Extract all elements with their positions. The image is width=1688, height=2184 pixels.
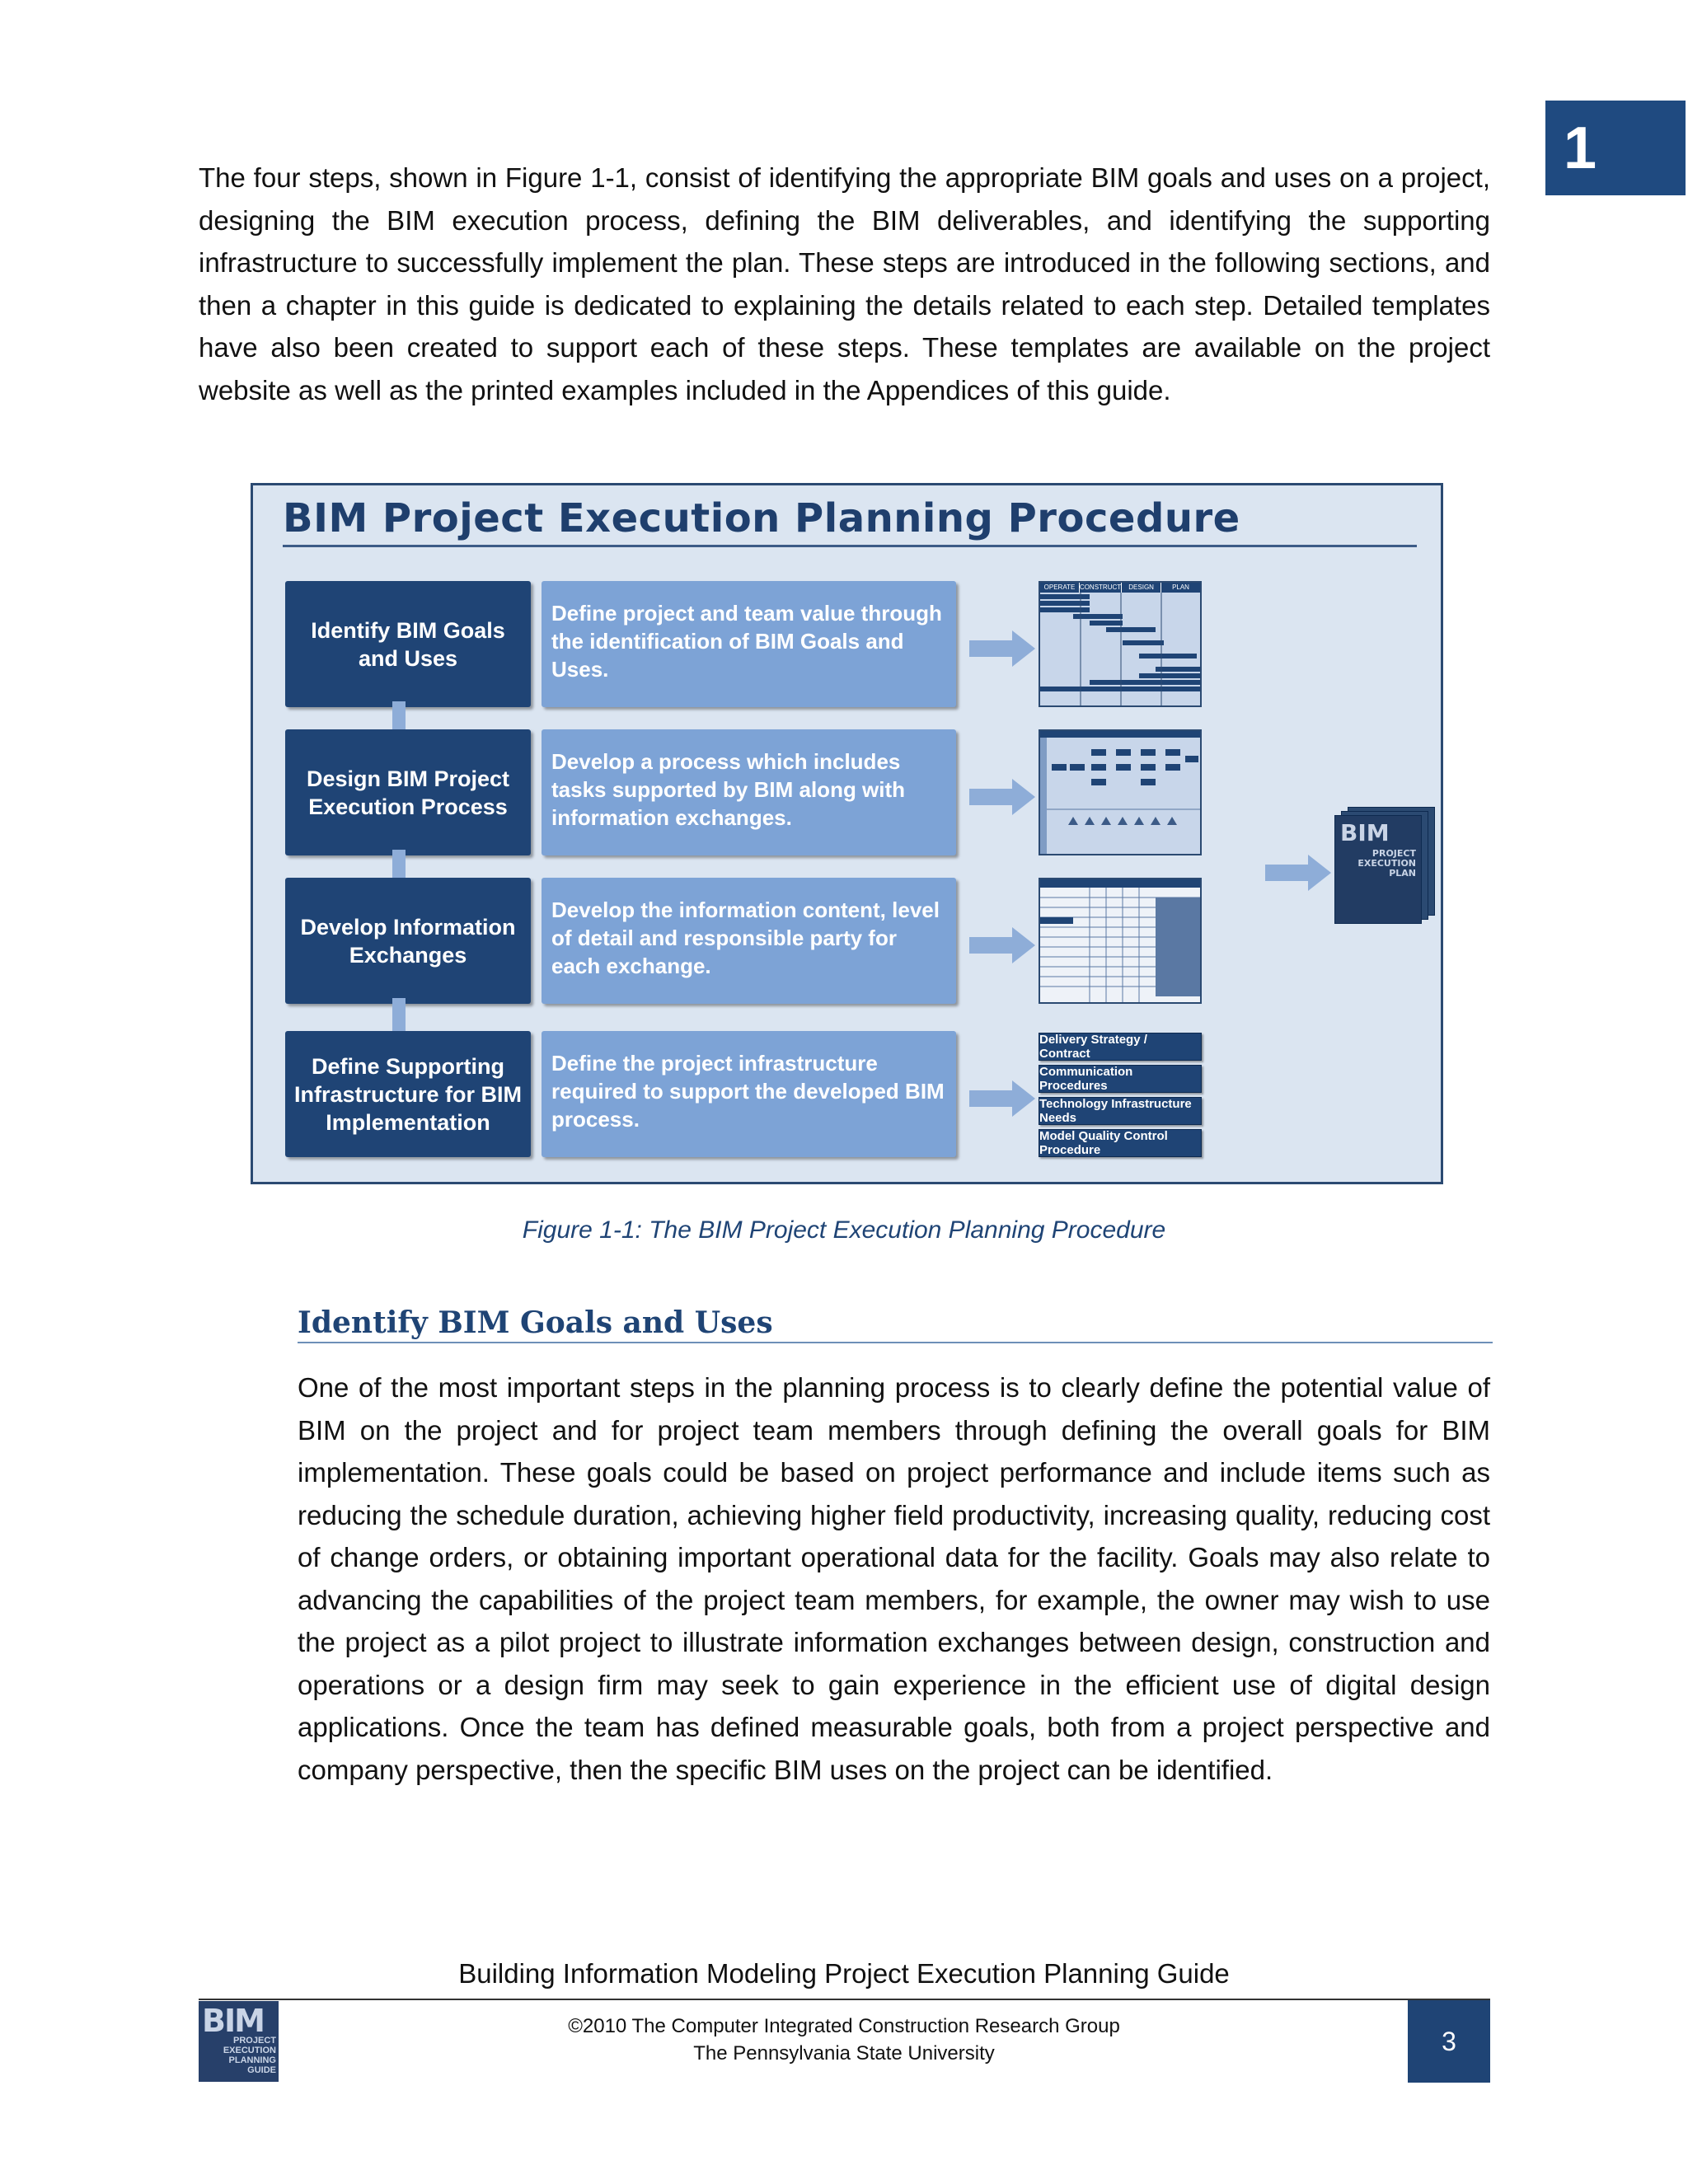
footer-rule <box>199 1999 1490 2000</box>
bim-guide-logo <box>199 2001 279 2082</box>
execution-plan-book-icon <box>1334 807 1435 922</box>
logo-line: EXECUTION <box>223 2046 276 2055</box>
right-arrow-icon <box>1265 855 1331 891</box>
goal-header-design: DESIGN <box>1122 583 1161 593</box>
goal-header-plan: PLAN <box>1172 583 1189 591</box>
intro-paragraph: The four steps, shown in Figure 1-1, consist of identifying the appropriate BIM goals and uses on a project, designing the BIM execution process, defining the BIM deliverables, and identifying the supporting infrastructure to successfully implement the plan. These steps are introduced in the following sections, and then a chapter in this guide is dedicated to explaining the details related to each step. Detailed templates have also been created to support each of these steps. These templates are available on the project website as well as the printed examples included in the Appendices of this guide. <box>199 162 1490 405</box>
step-box-identify-goals: Identify BIM Goals and Uses <box>285 581 531 707</box>
page-number: 3 <box>1408 2000 1490 2083</box>
step-box-supporting-infrastructure: Define Supporting Infrastructure for BIM Implementation <box>285 1031 531 1157</box>
step-description-identify-goals: Define project and team value through the identification of BIM Goals and Uses. <box>542 581 956 707</box>
figure-title: BIM Project Execution Planning Procedure <box>283 495 1240 541</box>
section-heading-rule <box>298 1342 1493 1343</box>
logo-line: GUIDE <box>247 2065 276 2075</box>
figure-caption: Figure 1-1: The BIM Project Execution Planning Procedure <box>522 1216 1166 1244</box>
step-description-information-exchanges: Develop the information content, level of detail and responsible party for each exchange. <box>542 878 956 1004</box>
figure-bim-procedure <box>251 483 1443 1184</box>
infrastructure-item: Delivery Strategy / Contract <box>1039 1033 1202 1061</box>
process-map-graphic <box>1040 731 1202 855</box>
logo-text: BIM <box>202 2003 264 2039</box>
infrastructure-item: Model Quality Control Procedure <box>1039 1129 1202 1157</box>
plan-cover-title: BIM <box>1340 819 1390 846</box>
infrastructure-item: Technology Infrastructure Needs <box>1039 1097 1202 1125</box>
step-box-design-process: Design BIM Project Execution Process <box>285 729 531 855</box>
right-arrow-icon <box>969 927 1035 963</box>
goals-table-thumbnail <box>1039 581 1202 707</box>
process-map-thumbnail <box>1039 729 1202 855</box>
goal-header-construct: CONSTRUCT <box>1079 583 1122 591</box>
chapter-tab: 1 <box>1545 101 1686 195</box>
figure-title-rule <box>283 545 1417 547</box>
section-heading: Identify BIM Goals and Uses <box>298 1305 773 1340</box>
goals-table-graphic <box>1040 593 1202 707</box>
plan-cover-line: EXECUTION <box>1357 858 1416 869</box>
footer-university: The Pennsylvania State University <box>693 2042 995 2064</box>
step-description-supporting-infrastructure: Define the project infrastructure required to support the developed BIM process. <box>542 1031 956 1157</box>
right-arrow-icon <box>969 1080 1035 1117</box>
exchange-worksheet-graphic <box>1040 879 1202 1004</box>
footer-guide-title: Building Information Modeling Project Execution Planning Guide <box>458 1958 1230 1989</box>
logo-line: PLANNING <box>228 2055 276 2065</box>
infrastructure-item: Communication Procedures <box>1039 1065 1202 1093</box>
right-arrow-icon <box>969 630 1035 667</box>
step-description-design-process: Develop a process which includes tasks supported by BIM along with information exchanges. <box>542 729 956 855</box>
right-arrow-icon <box>969 779 1035 815</box>
plan-cover-line: PROJECT <box>1372 848 1416 859</box>
footer-copyright: ©2010 The Computer Integrated Construction Research Group <box>568 2015 1120 2037</box>
plan-cover-line: PLAN <box>1389 868 1416 879</box>
exchange-worksheet-thumbnail <box>1039 878 1202 1004</box>
step-box-information-exchanges: Develop Information Exchanges <box>285 878 531 1004</box>
infrastructure-list <box>1039 1033 1202 1161</box>
section-body: One of the most important steps in the planning process is to clearly define the potential value of BIM on the project and for project team members through defining the overall goals for BIM implementation. These goals could be based on project performance and include items such as reducing the schedule duration, achieving higher field productivity, increasing quality, reducing cost of change orders, or obtaining important operational data for the facility. Goals may also relate to advancing the capabilities of the project team members, for example, the owner may wish to use the project as a pilot project to illustrate information exchanges between design, construction and operations or a design firm may seek to gain experience in the efficient use of digital design applications. Once the team has defined measurable goals, both from a project perspective and company perspective, then the specific BIM uses on the project can be identified. <box>298 1372 1490 1785</box>
goal-header-operate: OPERATE <box>1040 583 1080 593</box>
logo-line: PROJECT <box>233 2036 276 2046</box>
